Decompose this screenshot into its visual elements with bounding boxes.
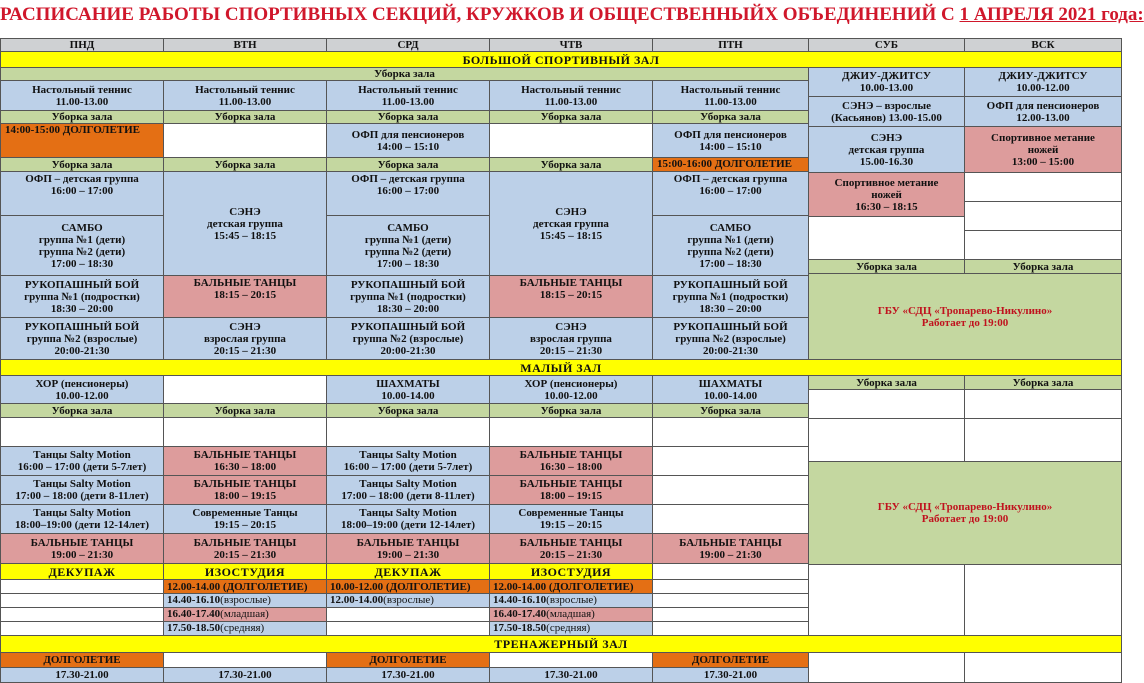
activity-name: ОФП – детская группа <box>351 173 465 185</box>
activity-time: 16:00 – 17:00 <box>376 185 440 197</box>
empty-cell <box>652 621 809 636</box>
activity-name-2: ножей <box>871 188 902 201</box>
chess-fri <box>652 375 809 404</box>
activity-time: 18:30 – 20:00 <box>376 302 440 315</box>
table-tennis-thu <box>489 80 653 111</box>
activity-time: 17:00 – 18:00 (дети 8-11лет) <box>15 490 149 502</box>
activity-time: (Касьянов) 13.00-15.00 <box>831 111 942 124</box>
cleaning-wed: Уборка зала <box>326 110 490 124</box>
izostudia-junior-thu <box>489 607 653 622</box>
izostudia-junior-tue <box>163 607 327 622</box>
cleaning-thu: Уборка зала <box>489 110 653 124</box>
activity-time: 18:00 – 19:15 <box>539 490 603 502</box>
title-main: РАСПИСАНИЕ РАБОТЫ СПОРТИВНЫХ СЕКЦИЙ, КРУЖКОВ И ОБЩЕСТВЕННЫЙХ ОБЪЕДИНЕНИЙ С <box>0 4 960 25</box>
group: группа №1 (подростки) <box>24 290 140 303</box>
cleaning-thu-2: Уборка зала <box>489 157 653 172</box>
empty-cell <box>0 579 164 594</box>
activity-name: РУКОПАШНЫЙ БОЙ <box>673 278 788 291</box>
activity-time: 11.00-13.00 <box>544 95 598 108</box>
activity-time: 18:15 – 20:15 <box>213 289 277 301</box>
activity-group: (средняя) <box>220 622 265 634</box>
activity-name: ХОР (пенсионеры) <box>524 377 618 390</box>
group-2: группа №2 (дети) <box>364 245 452 258</box>
gym-time-mon: 17.30-21.00 <box>0 667 164 683</box>
activity-time: 11.00-13.00 <box>704 95 757 108</box>
activity-time: 19:15 – 20:15 <box>539 519 603 531</box>
cleaning-tue-2: Уборка зала <box>163 157 327 172</box>
ballroom-mon-evening <box>0 533 164 564</box>
cleaning-tue: Уборка зала <box>163 110 327 124</box>
activity-name: Настольный теннис <box>521 83 621 96</box>
empty-cell <box>964 389 1122 419</box>
activity-time: 19:15 – 20:15 <box>213 519 277 531</box>
sene-adults-thu <box>489 317 653 360</box>
activity-name: Настольный теннис <box>358 83 458 96</box>
sene-adults-sat <box>808 96 965 127</box>
decoupage-header-wed: ДЕКУПАЖ <box>326 563 490 580</box>
empty-cell <box>808 418 965 462</box>
ballroom-thu-evening <box>489 533 653 564</box>
activity-name: ОФП для пенсионеров <box>986 99 1100 112</box>
activity-group: детская группа <box>848 143 925 156</box>
activity-name: БАЛЬНЫЕ ТАНЦЫ <box>519 277 623 289</box>
activity-time: 15:45 – 18:15 <box>539 229 603 242</box>
activity-name: БАЛЬНЫЕ ТАНЦЫ <box>519 478 623 490</box>
activity-name: ХОР (пенсионеры) <box>35 377 129 390</box>
activity-group: (взрослые) <box>220 594 271 606</box>
activity-name: ОФП для пенсионеров <box>674 128 787 141</box>
activity-name: БАЛЬНЫЕ ТАНЦЫ <box>193 449 297 461</box>
activity-time: 10.00-13.00 <box>859 82 914 94</box>
empty-cell <box>0 621 164 636</box>
knife-throwing-sun <box>964 126 1122 173</box>
empty-cell <box>163 417 327 447</box>
activity-time: 17:00 – 18:00 (дети 8-11лет) <box>341 490 475 502</box>
activity-name: Танцы Salty Motion <box>359 449 457 461</box>
activity-time: 11.00-13.00 <box>381 95 435 108</box>
table-tennis-wed <box>326 80 490 111</box>
empty-cell <box>652 593 809 608</box>
decoupage-adults-wed <box>326 593 490 608</box>
gym-dolgoletie-wed: ДОЛГОЛЕТИЕ <box>326 652 490 668</box>
gym-time-wed: 17.30-21.00 <box>326 667 490 683</box>
empty-cell <box>652 417 809 447</box>
activity-time: 20:15 – 21:30 <box>539 344 603 357</box>
group: группа №2 (взрослые) <box>675 332 786 345</box>
activity-name: ОФП – детская группа <box>673 173 788 185</box>
activity-name: БАЛЬНЫЕ ТАНЦЫ <box>193 536 297 549</box>
empty-cell <box>326 607 490 622</box>
activity-name: Спортивное метание <box>991 131 1095 144</box>
empty-cell <box>489 417 653 447</box>
activity-time: 17.50-18.50 <box>493 622 547 634</box>
activity-name: ОФП для пенсионеров <box>351 128 465 141</box>
empty-cell <box>326 417 490 447</box>
activity-time: 10.00-14.00 <box>381 389 435 402</box>
table-tennis-mon <box>0 80 164 111</box>
gbu-hours: Работает до 19:00 <box>921 513 1009 525</box>
izostudia-header-tue: ИЗОСТУДИЯ <box>163 563 327 580</box>
activity-time: 20:15 – 21:30 <box>213 344 277 357</box>
day-header-fri: ПТН <box>652 38 809 52</box>
hand-combat-g1-fri <box>652 275 809 318</box>
activity-group: (средняя) <box>546 622 591 634</box>
ballroom-tue <box>163 275 327 318</box>
gbu-notice-big <box>808 273 1122 360</box>
empty-cell <box>489 652 653 668</box>
decoupage-dolgoletie-wed: 10.00-12.00 (ДОЛГОЛЕТИЕ) <box>326 579 490 594</box>
ofp-pensioners-fri <box>652 123 809 158</box>
cleaning-mon: Уборка зала <box>0 110 164 124</box>
ballroom-thu <box>489 275 653 318</box>
activity-time: 16.40-17.40 <box>167 608 221 620</box>
group-1: группа №1 (дети) <box>38 233 126 246</box>
activity-time: 10.00-12.00 <box>544 389 598 402</box>
ballroom-fri-evening <box>652 533 809 564</box>
gym-time-fri: 17.30-21.00 <box>652 667 809 683</box>
empty-cell <box>163 652 327 668</box>
salty-motion-1-wed <box>326 446 490 476</box>
ofp-pensioners-wed <box>326 123 490 158</box>
activity-time: 16:00 – 17:00 (дети 5-7лет) <box>343 461 473 473</box>
jiu-jitsu-sun <box>964 67 1122 97</box>
empty-cell <box>964 652 1122 683</box>
empty-cell <box>808 216 965 260</box>
activity-name: БАЛЬНЫЕ ТАНЦЫ <box>193 478 297 490</box>
activity-time: 15.00-16.30 <box>859 155 914 168</box>
activity-name: САМБО <box>61 221 103 234</box>
sambo-mon <box>0 215 164 276</box>
izostudia-middle-tue <box>163 621 327 636</box>
gbu-notice-small <box>808 461 1122 565</box>
empty-cell <box>652 563 809 580</box>
izostudia-dolgoletie-thu: 12.00-14.00 (ДОЛГОЛЕТИЕ) <box>489 579 653 594</box>
hand-combat-g1-mon <box>0 275 164 318</box>
activity-name: ШАХМАТЫ <box>698 377 763 390</box>
izostudia-header-thu: ИЗОСТУДИЯ <box>489 563 653 580</box>
ballroom-1-thu <box>489 446 653 476</box>
activity-time: 15:45 – 18:15 <box>213 229 277 242</box>
activity-time: 16:00 – 17:00 <box>50 185 114 197</box>
gym-dolgoletie-fri: ДОЛГОЛЕТИЕ <box>652 652 809 668</box>
choir-mon <box>0 375 164 404</box>
activity-name: СЭНЭ <box>555 205 587 218</box>
activity-name: ДЖИУ-ДЖИТСУ <box>842 70 931 82</box>
empty-cell <box>652 475 809 505</box>
cleaning-mon-2: Уборка зала <box>0 157 164 172</box>
activity-time: 12.00-14.00 <box>330 594 384 606</box>
activity-name: БАЛЬНЫЕ ТАНЦЫ <box>519 449 623 461</box>
gym-time-tue: 17.30-21.00 <box>163 667 327 683</box>
gbu-name: ГБУ «СДЦ «Тропарево-Никулино» <box>877 304 1053 317</box>
sambo-wed <box>326 215 490 276</box>
activity-time: 16:30 – 18:00 <box>213 461 277 473</box>
group: группа №1 (подростки) <box>350 290 466 303</box>
activity-name: Танцы Salty Motion <box>33 507 131 519</box>
cleaning-tue-small: Уборка зала <box>163 403 327 418</box>
day-header-mon: ПНД <box>0 38 164 52</box>
activity-group: детская группа <box>207 217 283 230</box>
activity-time: 18:30 – 20:00 <box>699 302 762 315</box>
activity-group: (взрослые) <box>546 594 597 606</box>
salty-motion-2-mon <box>0 475 164 505</box>
modern-dance-thu <box>489 504 653 534</box>
activity-name: БАЛЬНЫЕ ТАНЦЫ <box>30 536 134 549</box>
activity-name: Настольный теннис <box>32 83 132 96</box>
group-2: группа №2 (дети) <box>687 245 774 258</box>
title-date: 1 АПРЕЛЯ 2021 года: <box>959 4 1144 25</box>
hand-combat-g2-wed <box>326 317 490 360</box>
cleaning-fri: Уборка зала <box>652 110 809 124</box>
cleaning-sat: Уборка зала <box>808 375 965 390</box>
knife-throwing-sat <box>808 172 965 217</box>
activity-time: 17.50-18.50 <box>167 622 221 634</box>
activity-time: 16:30 – 18:00 <box>539 461 603 473</box>
cleaning-top: Уборка зала <box>0 67 809 81</box>
activity-name: СЭНЭ <box>555 320 587 333</box>
activity-name: СЭНЭ <box>229 320 261 333</box>
activity-name: БАЛЬНЫЕ ТАНЦЫ <box>193 277 297 289</box>
activity-time: 16.40-17.40 <box>493 608 547 620</box>
activity-name: БАЛЬНЫЕ ТАНЦЫ <box>679 536 782 549</box>
group-2: группа №2 (дети) <box>38 245 126 258</box>
activity-name: Спортивное метание <box>834 176 939 189</box>
activity-time: 14.40-16.10 <box>167 594 221 606</box>
empty-cell <box>808 389 965 419</box>
activity-group: детская группа <box>533 217 609 230</box>
izostudia-adults-tue <box>163 593 327 608</box>
activity-group: (взрослые) <box>383 594 434 606</box>
activity-name: Современные Танцы <box>192 507 298 519</box>
activity-time: 20:00-21:30 <box>380 344 436 357</box>
modern-dance-tue <box>163 504 327 534</box>
activity-name: ШАХМАТЫ <box>376 377 440 390</box>
empty-cell <box>808 652 965 683</box>
activity-time: 20:00-21:30 <box>54 344 110 357</box>
activity-time: 16:00 – 17:00 (дети 5-7лет) <box>17 461 147 473</box>
salty-motion-2-wed <box>326 475 490 505</box>
izostudia-middle-thu <box>489 621 653 636</box>
ballroom-wed-evening <box>326 533 490 564</box>
jiu-jitsu-sat <box>808 67 965 97</box>
empty-cell <box>964 564 1122 637</box>
empty-cell <box>652 579 809 594</box>
gbu-name: ГБУ «СДЦ «Тропарево-Никулино» <box>877 501 1053 513</box>
activity-time: 17:00 – 18:30 <box>376 257 440 270</box>
section-big-hall: БОЛЬШОЙ СПОРТИВНЫЙ ЗАЛ <box>0 51 1122 68</box>
activity-name: Танцы Salty Motion <box>359 478 457 490</box>
activity-name: ДЖИУ-ДЖИТСУ <box>998 70 1088 82</box>
activity-time: 14:00 – 15:10 <box>376 140 440 153</box>
group: группа №1 (подростки) <box>672 290 789 303</box>
group: группа №2 (взрослые) <box>352 332 464 345</box>
activity-group: (младшая) <box>546 608 595 620</box>
ballroom-1-tue <box>163 446 327 476</box>
cleaning-fri-small: Уборка зала <box>652 403 809 418</box>
activity-time: 14.40-16.10 <box>493 594 547 606</box>
day-header-sun: ВСК <box>964 38 1122 52</box>
table-tennis-fri <box>652 80 809 111</box>
ballroom-2-tue <box>163 475 327 505</box>
activity-name: Танцы Salty Motion <box>33 478 131 490</box>
group-1: группа №1 (дети) <box>687 233 774 246</box>
ofp-kids-wed <box>326 171 490 216</box>
empty-cell <box>0 593 164 608</box>
day-header-tue: ВТН <box>163 38 327 52</box>
sene-adults-tue <box>163 317 327 360</box>
ofp-kids-fri <box>652 171 809 216</box>
activity-time: 18:15 – 20:15 <box>539 289 603 301</box>
activity-name: ОФП – детская группа <box>25 173 139 185</box>
activity-time: 11.00-13.00 <box>55 95 109 108</box>
activity-name: РУКОПАШНЫЙ БОЙ <box>350 320 466 333</box>
activity-time: 20:15 – 21:30 <box>213 548 277 561</box>
empty-cell <box>163 123 327 158</box>
cleaning-sat: Уборка зала <box>808 259 965 274</box>
empty-cell <box>652 504 809 534</box>
ballroom-2-thu <box>489 475 653 505</box>
activity-time: 14:00 – 15:10 <box>699 140 762 153</box>
page-title <box>0 0 1144 36</box>
activity-name: Современные Танцы <box>518 507 624 519</box>
chess-wed <box>326 375 490 404</box>
activity-time: 17:00 – 18:30 <box>699 257 762 270</box>
empty-cell <box>964 201 1122 231</box>
empty-cell <box>0 417 164 447</box>
gbu-hours: Работает до 19:00 <box>921 316 1009 329</box>
activity-name: БАЛЬНЫЕ ТАНЦЫ <box>356 536 460 549</box>
activity-name: РУКОПАШНЫЙ БОЙ <box>24 320 140 333</box>
cleaning-mon-small: Уборка зала <box>0 403 164 418</box>
activity-name: БАЛЬНЫЕ ТАНЦЫ <box>519 536 623 549</box>
activity-time: 11.00-13.00 <box>218 95 272 108</box>
ofp-pensioners-sun <box>964 96 1122 127</box>
activity-name: САМБО <box>709 221 752 234</box>
activity-name: СЭНЭ <box>229 205 261 218</box>
sene-kids-sat <box>808 126 965 173</box>
gym-dolgoletie-mon: ДОЛГОЛЕТИЕ <box>0 652 164 668</box>
empty-cell <box>964 418 1122 462</box>
group: взрослая группа <box>204 332 286 345</box>
day-header-thu: ЧТВ <box>489 38 653 52</box>
activity-name: РУКОПАШНЫЙ БОЙ <box>673 320 788 333</box>
activity-time: 20:00-21:30 <box>703 344 758 357</box>
activity-time: 16:30 – 18:15 <box>855 200 918 213</box>
group: группа №2 (взрослые) <box>26 332 138 345</box>
day-header-wed: СРД <box>326 38 490 52</box>
activity-time: 20:15 – 21:30 <box>539 548 603 561</box>
group: взрослая группа <box>530 332 612 345</box>
sambo-fri <box>652 215 809 276</box>
activity-time: 16:00 – 17:00 <box>699 185 762 197</box>
dolgoletie-fri: 15:00-16:00 ДОЛГОЛЕТИЕ <box>652 157 809 172</box>
activity-name: САМБО <box>387 221 429 234</box>
empty-cell <box>163 375 327 404</box>
activity-name: РУКОПАШНЫЙ БОЙ <box>24 278 140 291</box>
sene-kids-tue <box>163 171 327 276</box>
activity-time: 17:00 – 18:30 <box>50 257 114 270</box>
cleaning-sun: Уборка зала <box>964 259 1122 274</box>
hand-combat-g2-mon <box>0 317 164 360</box>
empty-cell <box>964 230 1122 260</box>
salty-motion-3-wed <box>326 504 490 534</box>
activity-time: 10.00-14.00 <box>703 389 758 402</box>
empty-cell <box>652 607 809 622</box>
choir-thu <box>489 375 653 404</box>
cleaning-sun: Уборка зала <box>964 375 1122 390</box>
izostudia-adults-thu <box>489 593 653 608</box>
ofp-kids-mon <box>0 171 164 216</box>
cleaning-wed-2: Уборка зала <box>326 157 490 172</box>
activity-time: 13:00 – 15:00 <box>1011 155 1075 168</box>
group-1: группа №1 (дети) <box>364 233 452 246</box>
hand-combat-g2-fri <box>652 317 809 360</box>
empty-cell <box>326 621 490 636</box>
izostudia-dolgoletie-tue: 12.00-14.00 (ДОЛГОЛЕТИЕ) <box>163 579 327 594</box>
activity-time: 10.00-12.00 <box>1016 82 1070 94</box>
hand-combat-g1-wed <box>326 275 490 318</box>
salty-motion-3-mon <box>0 504 164 534</box>
activity-time: 18:00 – 19:15 <box>213 490 277 502</box>
activity-name: РУКОПАШНЫЙ БОЙ <box>350 278 466 291</box>
dolgoletie-mon: 14:00-15:00 ДОЛГОЛЕТИЕ <box>0 123 164 158</box>
salty-motion-1-mon <box>0 446 164 476</box>
activity-time: 18:00–19:00 (дети 12-14лет) <box>15 519 149 531</box>
empty-cell <box>964 172 1122 202</box>
activity-name: Танцы Salty Motion <box>33 449 131 461</box>
activity-time: 18:30 – 20:00 <box>50 302 114 315</box>
cleaning-thu-small: Уборка зала <box>489 403 653 418</box>
activity-time: 19:00 – 21:30 <box>699 548 762 561</box>
activity-time: 12.00-13.00 <box>1016 111 1070 124</box>
cleaning-wed-small: Уборка зала <box>326 403 490 418</box>
empty-cell <box>808 564 965 637</box>
empty-cell <box>489 123 653 158</box>
ballroom-tue-evening <box>163 533 327 564</box>
decoupage-header-mon: ДЕКУПАЖ <box>0 563 164 580</box>
activity-name-2: ножей <box>1027 143 1059 156</box>
activity-name: Настольный теннис <box>680 83 781 96</box>
schedule-table <box>0 38 1122 683</box>
section-gym: ТРЕНАЖЕРНЫЙ ЗАЛ <box>0 635 1122 653</box>
activity-name: СЭНЭ – взрослые <box>842 99 931 112</box>
activity-name: Танцы Salty Motion <box>359 507 457 519</box>
activity-name: Настольный теннис <box>195 83 295 96</box>
activity-time: 19:00 – 21:30 <box>50 548 114 561</box>
activity-group: (младшая) <box>220 608 269 620</box>
activity-time: 10.00-12.00 <box>55 389 109 402</box>
gym-time-thu: 17.30-21.00 <box>489 667 653 683</box>
section-small-hall: МАЛЫЙ ЗАЛ <box>0 359 1122 376</box>
activity-time: 18:00–19:00 (дети 12-14лет) <box>341 519 475 531</box>
empty-cell <box>0 607 164 622</box>
activity-name: СЭНЭ <box>870 131 903 144</box>
day-header-sat: СУБ <box>808 38 965 52</box>
empty-cell <box>652 446 809 476</box>
activity-time: 19:00 – 21:30 <box>376 548 440 561</box>
table-tennis-tue <box>163 80 327 111</box>
sene-kids-thu <box>489 171 653 276</box>
